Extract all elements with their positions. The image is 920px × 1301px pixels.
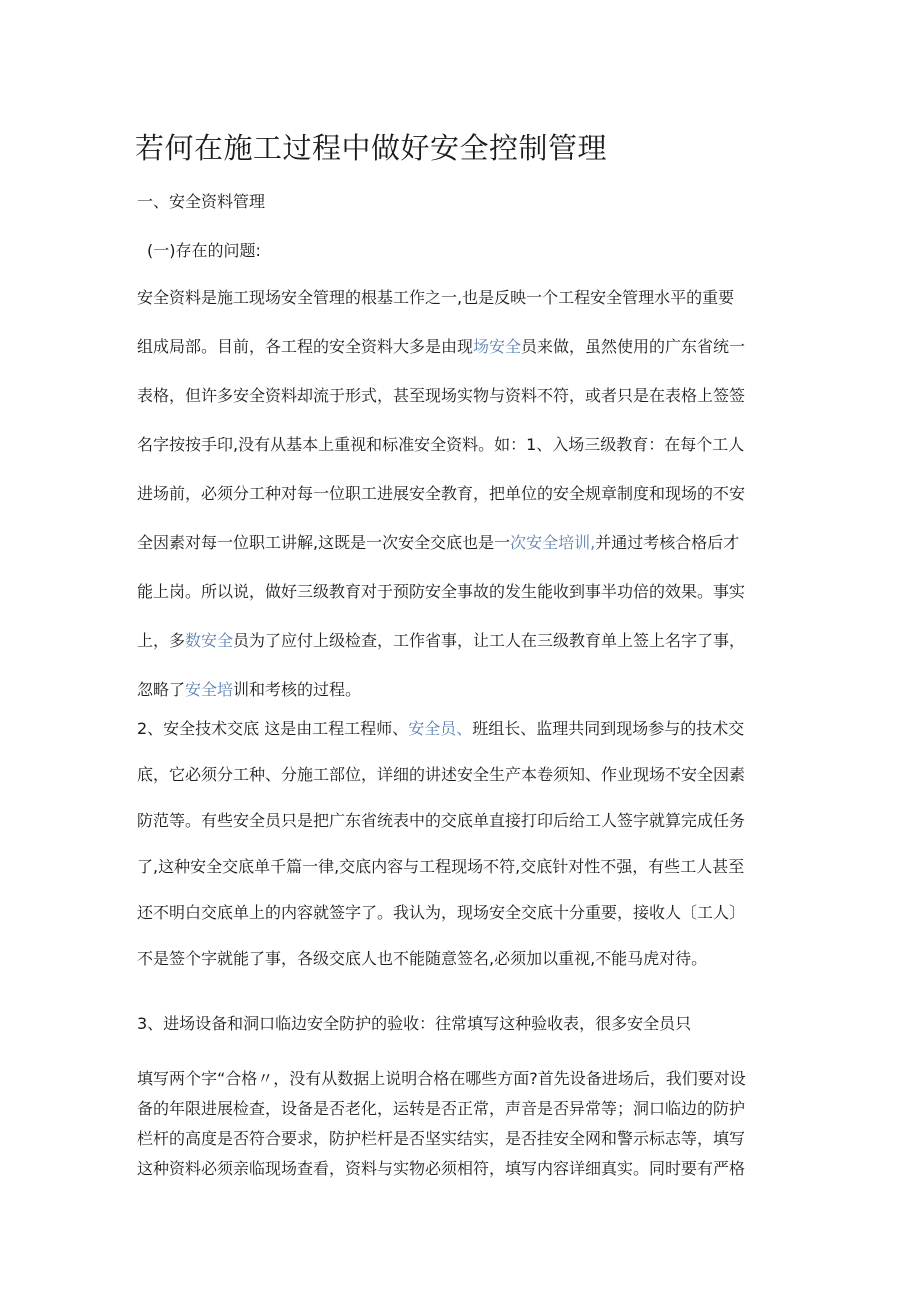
- text-segment: 备的年限进展检查，设备是否老化，运转是否正常，声音是否异常等；洞口临边的防护: [137, 1099, 746, 1118]
- text-segment: 表格，但许多安全资料却流于形式，甚至现场实物与资料不符，或者只是在表格上签签: [137, 386, 746, 405]
- text-segment: 并通过考核合格后才: [595, 533, 740, 552]
- text-line: [137, 718, 797, 764]
- text-segment: 填写两个字“合格〃，没有从数据上说明合格在哪些方面?首先设备进场后，我们要对设: [137, 1069, 746, 1088]
- text-segment: 训和考核的过程。: [233, 680, 362, 699]
- document-title: 若何在施工过程中做好安全控制管理: [135, 131, 608, 165]
- text-segment: 进场前，必须分工种对每一位职工进展安全教育，把单位的安全规章制度和现场的不安: [137, 484, 746, 503]
- text-line: [137, 948, 797, 994]
- text-line: [137, 902, 797, 948]
- text-line: [137, 385, 797, 434]
- text-line: [137, 856, 797, 902]
- paragraph-4: [137, 1068, 797, 1188]
- text-line: [137, 1158, 797, 1188]
- text-line: [137, 1128, 797, 1158]
- text-segment: 员为了应付上级检查，工作省事，让工人在三级教育单上签上名字了事，: [233, 631, 746, 650]
- text-segment: 还不明白交底单上的内容就签字了。我认为，现场安全交底十分重要，接收人〔工人〕: [137, 903, 746, 922]
- text-segment: 安全资料是施工现场安全管理的根基工作之一,也是反映一个工程安全管理水平的重要: [137, 288, 735, 307]
- highlighted-term: 安全员、: [408, 719, 473, 738]
- highlighted-term: 安全培: [185, 680, 234, 699]
- text-line: [137, 434, 797, 483]
- text-line: [137, 483, 797, 532]
- highlighted-term: 次安全培训,: [510, 533, 596, 552]
- text-line: [137, 532, 797, 581]
- subsection-heading: (一)存在的问题:: [147, 241, 261, 260]
- paragraph-1: [137, 287, 797, 728]
- text-segment: 栏杆的高度是否符合要求，防护栏杆是否坚实结实，是否挂安全网和警示标志等，填写: [137, 1129, 746, 1148]
- text-segment: 全因素对每一位职工讲解,这既是一次安全交底也是一: [137, 533, 511, 552]
- text-line: [137, 287, 797, 336]
- text-segment: 这种资料必须亲临现场查看，资料与实物必须相符，填写内容详细真实。同时要有严格: [137, 1159, 746, 1178]
- text-line: [137, 336, 797, 385]
- text-segment: 班组长、监理共同到现场参与的技术交: [472, 719, 745, 738]
- text-segment: 2、安全技术交底 这是由工程工程师、: [137, 719, 409, 738]
- text-segment: 能上岗。所以说，做好三级教育对于预防安全事故的发生能收到事半功倍的效果。事实: [137, 582, 746, 601]
- text-line: [137, 1068, 797, 1098]
- text-line: [137, 1098, 797, 1128]
- text-segment: 3、进场设备和洞口临边安全防护的验收：往常填写这种验收表，很多安全员只: [137, 1014, 692, 1033]
- paragraph-3: [137, 1013, 797, 1035]
- text-segment: 忽略了: [137, 680, 186, 699]
- highlighted-term: 数安全: [185, 631, 234, 650]
- text-segment: 名字按按手印,没有从基本上重视和标准安全资料。如：1、入场三级教育：在每个工人: [137, 435, 745, 454]
- text-line: [137, 630, 797, 679]
- highlighted-term: 场安全: [473, 337, 522, 356]
- text-segment: 不是签个字就能了事，各级交底人也不能随意签名,必须加以重视,不能马虎对待。: [137, 949, 708, 968]
- text-line: [137, 810, 797, 856]
- text-line: [137, 581, 797, 630]
- text-segment: 了,这种安全交底单千篇一律,交底内容与工程现场不符,交底针对性不强，有些工人甚至: [137, 857, 745, 876]
- text-segment: 员来做，虽然使用的广东省统一: [521, 337, 746, 356]
- text-segment: 组成局部。目前，各工程的安全资料大多是由现: [137, 337, 474, 356]
- text-segment: 防范等。有些安全员只是把广东省统表中的交底单直接打印后给工人签字就算完成任务: [137, 811, 746, 830]
- text-segment: 上，多: [137, 631, 186, 650]
- text-line: [137, 764, 797, 810]
- section-heading: 一、安全资料管理: [137, 192, 266, 211]
- text-line: [137, 1013, 797, 1035]
- text-segment: 底，它必须分工种、分施工部位，详细的讲述安全生产本卷须知、作业现场不安全因素: [137, 765, 746, 784]
- paragraph-2: [137, 718, 797, 994]
